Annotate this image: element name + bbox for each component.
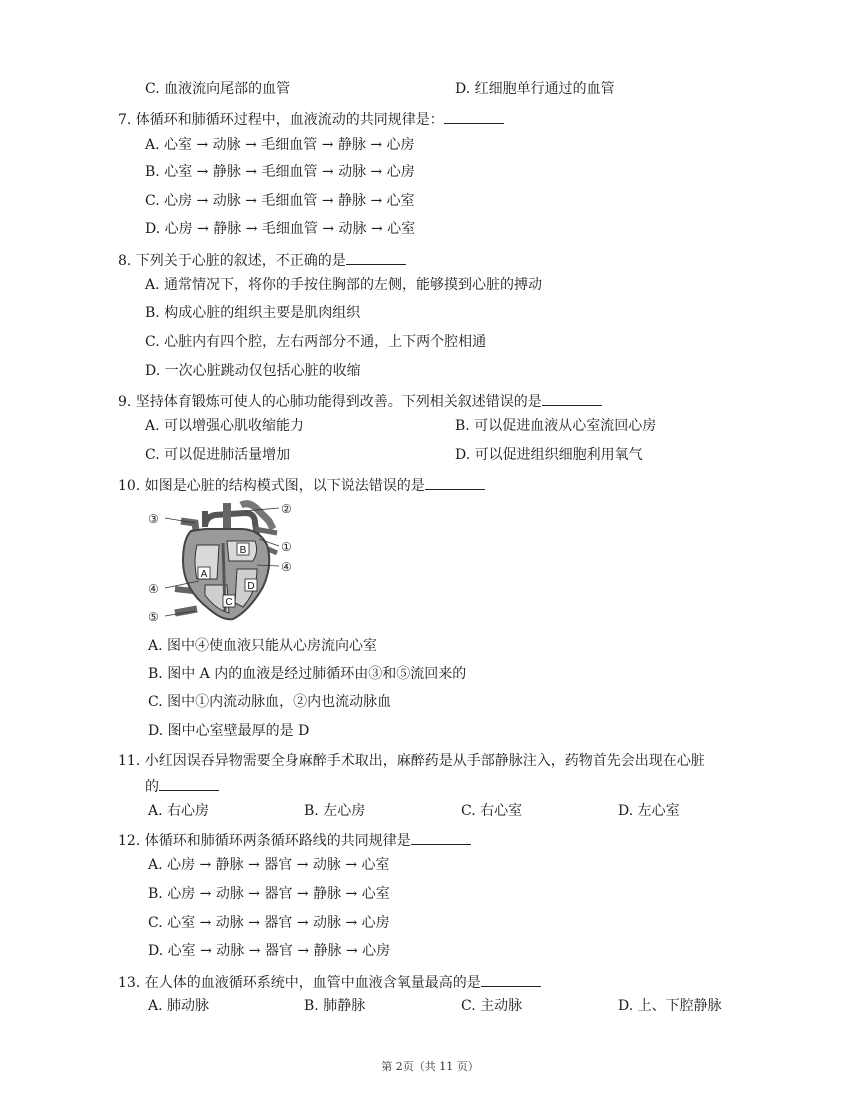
q9-stem: 9. 坚持体育锻炼可使人的心肺功能得到改善。下列相关叙述错误的是 — [118, 390, 602, 412]
answer-blank — [444, 108, 504, 124]
heart-label-b: B — [239, 545, 247, 556]
answer-blank — [481, 971, 541, 987]
q13-option-a: A. 肺动脉 — [148, 998, 210, 1014]
q9-option-b: B. 可以促进血液从心室流回心房 — [455, 418, 657, 434]
heart-label-c: C — [225, 597, 233, 608]
q12-option-b: B. 心房 → 动脉 → 器官 → 静脉 → 心室 — [148, 886, 390, 902]
heart-diagram — [145, 499, 315, 627]
answer-blank — [425, 474, 485, 490]
q12-option-c: C. 心室 → 动脉 → 器官 → 动脉 → 心房 — [148, 915, 390, 931]
q8-option-c: C. 心脏内有四个腔，左右两部分不通，上下两个腔相通 — [145, 334, 487, 350]
q8-stem: 8. 下列关于心脏的叙述，不正确的是 — [118, 249, 406, 271]
q11-option-d: D. 左心室 — [618, 803, 680, 819]
answer-blank — [159, 775, 219, 791]
heart-label-d: D — [247, 581, 255, 592]
heart-label-3: ③ — [148, 512, 159, 526]
q10-option-d: D. 图中心室壁最厚的是 D — [148, 723, 310, 739]
q10-option-a: A. 图中④使血液只能从心房流向心室 — [148, 638, 378, 654]
heart-label-5: ⑤ — [148, 610, 159, 624]
q10-stem: 10. 如图是心脏的结构模式图，以下说法错误的是 — [118, 474, 485, 496]
answer-blank — [411, 829, 471, 845]
q11-option-a: A. 右心房 — [148, 803, 210, 819]
heart-label-4-right: ④ — [281, 560, 292, 574]
q9-option-c: C. 可以促进肺活量增加 — [145, 447, 291, 463]
q12-option-d: D. 心室 → 动脉 → 器官 → 静脉 → 心房 — [148, 943, 391, 959]
q7-option-a: A. 心室 → 动脉 → 毛细血管 → 静脉 → 心房 — [145, 137, 415, 153]
q10-option-c: C. 图中①内流动脉血，②内也流动脉血 — [148, 694, 392, 710]
q8-option-b: B. 构成心脏的组织主要是肌肉组织 — [145, 305, 361, 321]
q11-option-c: C. 右心室 — [461, 803, 523, 819]
q6-option-d: D. 红细胞单行通过的血管 — [455, 81, 615, 97]
q11-stem-line1: 11. 小红因误吞异物需要全身麻醉手术取出，麻醉药是从手部静脉注入，药物首先会出现在心脏 — [118, 753, 705, 769]
q7-stem: 7. 体循环和肺循环过程中，血液流动的共同规律是： — [118, 108, 504, 130]
answer-blank — [542, 390, 602, 406]
q12-option-a: A. 心房 → 静脉 → 器官 → 动脉 → 心室 — [148, 857, 390, 873]
heart-label-a: A — [200, 569, 208, 580]
q11-option-b: B. 左心房 — [304, 803, 366, 819]
q6-option-c: C. 血液流向尾部的血管 — [145, 81, 291, 97]
q7-option-d: D. 心房 → 静脉 → 毛细血管 → 动脉 → 心室 — [145, 221, 416, 237]
q8-option-a: A. 通常情况下，将你的手按住胸部的左侧，能够摸到心脏的搏动 — [145, 277, 543, 293]
q13-option-c: C. 主动脉 — [461, 998, 523, 1014]
q13-option-b: B. 肺静脉 — [304, 998, 366, 1014]
q10-option-b: B. 图中 A 内的血液是经过肺循环由③和⑤流回来的 — [148, 666, 467, 682]
q7-option-c: C. 心房 → 动脉 → 毛细血管 → 静脉 → 心室 — [145, 193, 415, 209]
heart-label-1: ① — [281, 540, 292, 554]
q11-stem-line2: 的 — [145, 775, 219, 797]
q13-stem: 13. 在人体的血液循环系统中，血管中血液含氧量最高的是 — [118, 971, 541, 993]
q13-option-d: D. 上、下腔静脉 — [618, 998, 722, 1014]
heart-label-4-left: ④ — [148, 582, 159, 596]
heart-label-2: ② — [281, 502, 292, 516]
q12-stem: 12. 体循环和肺循环两条循环路线的共同规律是 — [118, 829, 471, 851]
q7-option-b: B. 心室 → 静脉 → 毛细血管 → 动脉 → 心房 — [145, 164, 415, 180]
page-footer: 第 2页（共 11 页） — [381, 1060, 479, 1073]
q8-option-d: D. 一次心脏跳动仅包括心脏的收缩 — [145, 363, 361, 379]
answer-blank — [346, 249, 406, 265]
q9-option-d: D. 可以促进组织细胞利用氧气 — [455, 447, 643, 463]
q9-option-a: A. 可以增强心肌收缩能力 — [145, 418, 305, 434]
